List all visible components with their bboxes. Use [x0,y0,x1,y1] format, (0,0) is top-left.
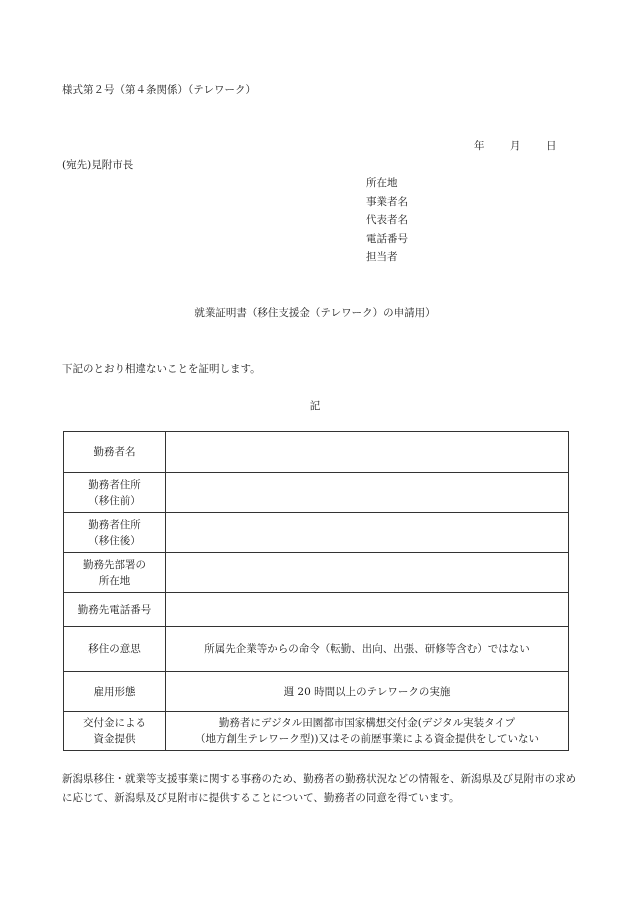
row-value[interactable] [166,513,569,553]
table-row [64,432,569,473]
ki-heading: 記 [309,400,321,412]
row-value: 勤務者にデジタル田園都市国家構想交付金(デジタル実装タイプ （地方創生テレワーク型))又はその前歴事業による資金提供をしていない [166,712,569,751]
row-label: 勤務者住所 （移住後） [64,513,166,553]
form-number: 様式第２号（第４条関係）（テレワーク） [62,84,257,96]
row-value: 週 20 時間以上のテレワークの実施 [166,672,569,712]
row-label: 移住の意思 [64,627,166,672]
row-value[interactable] [166,593,569,627]
row-value[interactable] [166,473,569,513]
table-row [64,553,569,593]
consent-note: 新潟県移住・就業等支援事業に関する事務のため、勤務者の勤務状況などの情報を、新潟県及び見附市の求めに応じて、新潟県及び見附市に提供することについて、勤務者の同意を得ています。 [62,773,577,804]
applicant-field: 担当者 [366,251,398,263]
row-label: 勤務先部署の 所在地 [64,553,166,593]
row-label: 交付金による 資金提供 [64,712,166,751]
addressee: (宛先)見附市長 [62,159,134,171]
applicant-fields [366,174,408,267]
table-row [64,593,569,627]
row-value[interactable] [166,553,569,593]
table-row [64,513,569,553]
table-row [64,627,569,672]
row-label: 勤務先電話番号 [64,593,166,627]
table-row [64,712,569,751]
certification-statement: 下記のとおり相違ないことを証明します。 [62,363,261,375]
date-year: 年 [474,140,485,152]
row-label: 勤務者住所 （移住前） [64,473,166,513]
date-day: 日 [546,140,557,152]
date-line [474,138,557,153]
applicant-field: 事業者名 [366,195,408,208]
certification-table [63,431,569,751]
table-row [64,672,569,712]
applicant-field: 電話番号 [366,232,408,245]
row-value[interactable] [166,432,569,473]
applicant-field: 代表者名 [366,214,408,226]
row-value: 所属先企業等からの命令（転勤、出向、出張、研修等含む）ではない [166,627,569,672]
row-label: 勤務者名 [64,432,166,473]
date-month: 月 [510,140,521,152]
table-row [64,473,569,513]
row-label: 雇用形態 [64,672,166,712]
document-title: 就業証明書（移住支援金（テレワーク）の申請用） [194,307,436,319]
applicant-field: 所在地 [366,177,398,189]
